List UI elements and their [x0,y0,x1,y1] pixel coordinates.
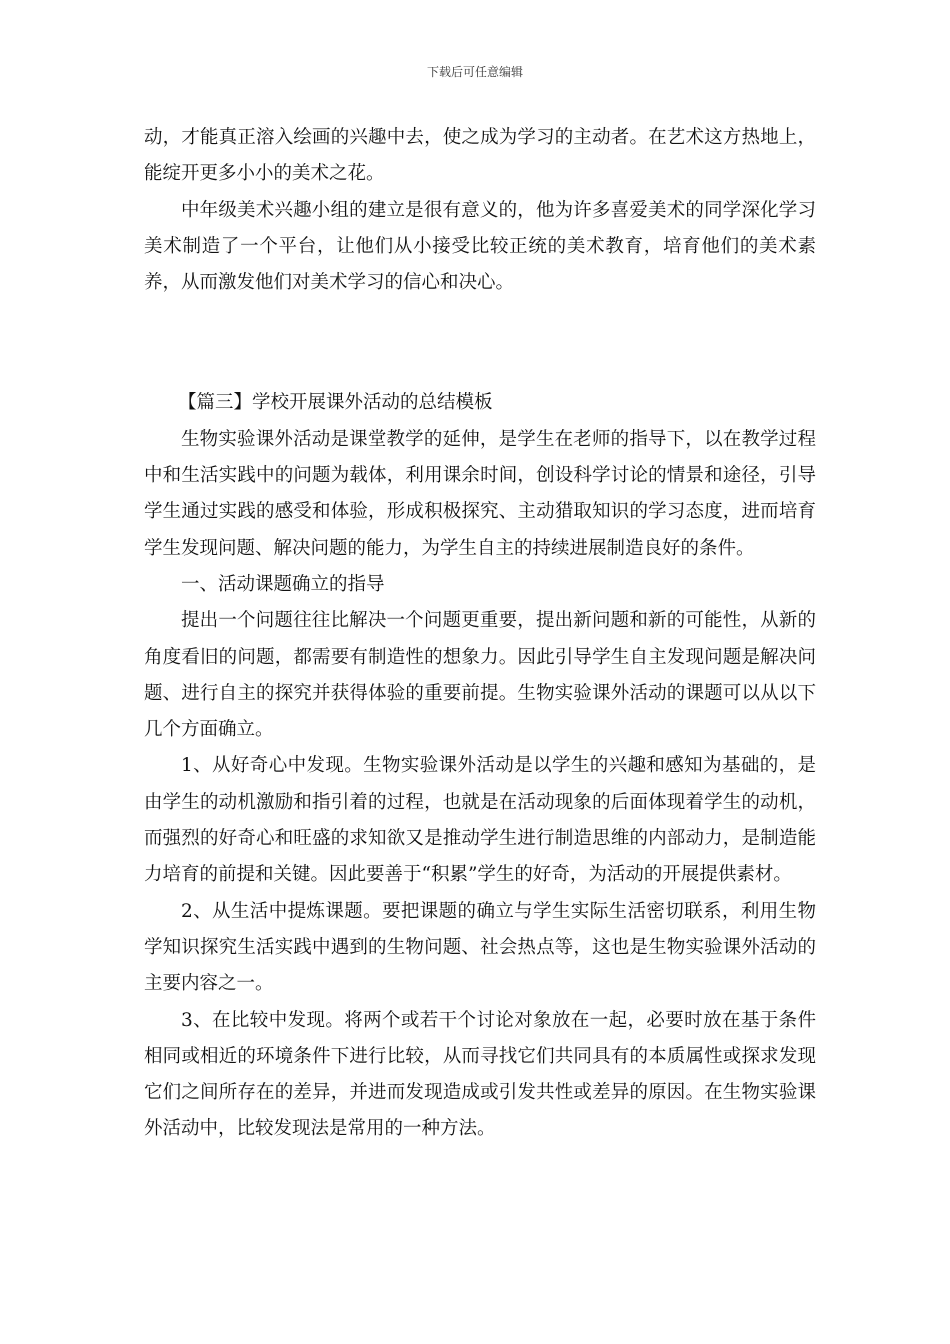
paragraph: 3、在比较中发现。将两个或若干个讨论对象放在一起，必要时放在基于条件相同或相近的环境条件下进行比较，从而寻找它们共同具有的本质属性或探求发现它们之间所存在的差异，并进而发现造成或引发共性或差异的原因。在生物实验课外活动中，比较发现法是常用的一种方法。 [144,1009,816,1140]
page-header-note: 下载后可任意编辑 [426,65,523,79]
subheading: 一、活动课题确立的指导 [181,573,385,595]
document-body [144,120,816,1148]
section-title: 【篇三】学校开展课外活动的总结模板 [178,392,493,414]
paragraph: 动，才能真正溶入绘画的兴趣中去，使之成为学习的主动者。在艺术这方热地上，能绽开更多小小的美术之花。 [144,127,816,185]
section-spacer [144,301,816,385]
paragraph: 1、从好奇心中发现。生物实验课外活动是以学生的兴趣和感知为基础的，是由学生的动机激励和指引着的过程，也就是在活动现象的后面体现着学生的动机，而强烈的好奇心和旺盛的求知欲又是推动学生进行制造思维的内部动力，是制造能力培育的前提和关键。因此要善于“积累”学生的好奇，为活动的开展提供素材。 [144,755,816,886]
paragraph: 中年级美术兴趣小组的建立是很有意义的，他为许多喜爱美术的同学深化学习美术制造了一个平台，让他们从小接受比较正统的美术教育，培育他们的美术素养，从而激发他们对美术学习的信心和决心。 [144,199,816,294]
paragraph: 提出一个问题往往比解决一个问题更重要，提出新问题和新的可能性，从新的角度看旧的问题，都需要有制造性的想象力。因此引导学生自主发现问题是解决问题、进行自主的探究并获得体验的重要前提。生物实验课外活动的课题可以从以下几个方面确立。 [144,610,816,741]
paragraph: 生物实验课外活动是课堂教学的延伸，是学生在老师的指导下，以在教学过程中和生活实践中的问题为载体，利用课余时间，创设科学讨论的情景和途径，引导学生通过实践的感受和体验，形成积极探究、主动猎取知识的学习态度，进而培育学生发现问题、解决问题的能力，为学生自主的持续进展制造良好的条件。 [144,428,816,559]
paragraph: 2、从生活中提炼课题。要把课题的确立与学生实际生活密切联系，利用生物学知识探究生活实践中遇到的生物问题、社会热点等，这也是生物实验课外活动的主要内容之一。 [144,900,816,995]
